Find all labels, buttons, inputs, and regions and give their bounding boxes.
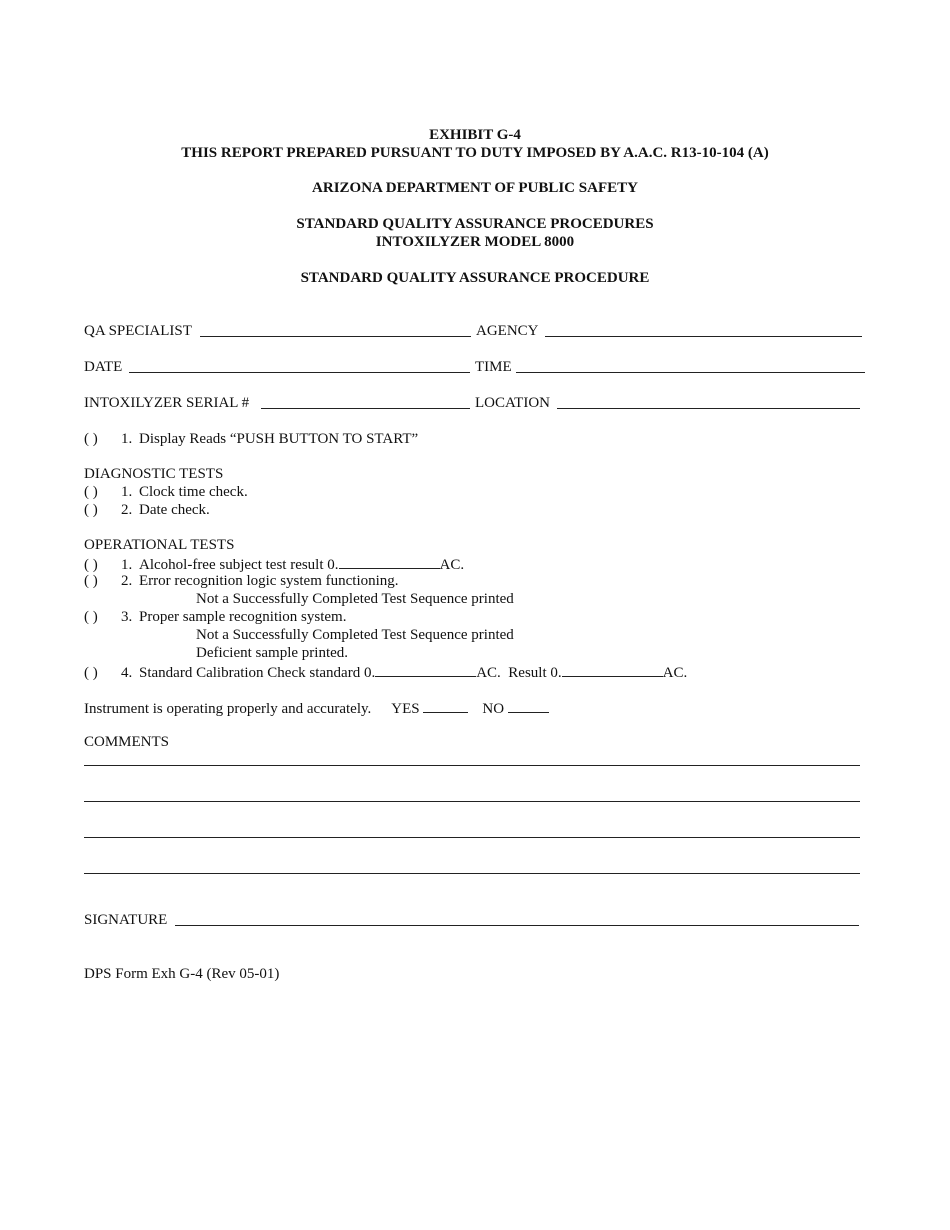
serial-label: INTOXILYZER SERIAL # <box>84 395 250 411</box>
item-text: Clock time check. <box>139 484 248 500</box>
location-field[interactable] <box>557 408 860 409</box>
item-text: Alcohol-free subject test result 0. <box>139 557 339 573</box>
item-number: 1. <box>121 557 133 573</box>
agency-label: AGENCY <box>476 323 539 339</box>
item-text: Error recognition logic system functioning. <box>139 573 399 589</box>
item-text: Standard Calibration Check standard 0. <box>139 665 376 681</box>
signature-field[interactable] <box>175 925 859 926</box>
item-text: Proper sample recognition system. <box>139 609 347 625</box>
qa-specialist-field[interactable] <box>200 336 471 337</box>
procedure-title: STANDARD QUALITY ASSURANCE PROCEDURE <box>300 270 650 286</box>
date-field[interactable] <box>129 372 470 373</box>
item-number: 3. <box>121 609 133 625</box>
alcohol-free-result-field[interactable] <box>339 554 440 569</box>
sub-item-text: Not a Successfully Completed Test Sequence printed <box>196 627 514 643</box>
form-number: DPS Form Exh G-4 (Rev 05-01) <box>84 966 280 982</box>
unit-suffix: AC. <box>439 557 465 573</box>
procedures-title: STANDARD QUALITY ASSURANCE PROCEDURES <box>296 216 654 232</box>
serial-field[interactable] <box>261 408 470 409</box>
result-label: AC. Result 0. <box>476 665 562 681</box>
no-field[interactable] <box>508 698 549 713</box>
item-text: Display Reads “PUSH BUTTON TO START” <box>139 431 419 447</box>
comments-line[interactable] <box>84 765 860 766</box>
operational-item <box>84 554 464 574</box>
item-number: 1. <box>121 484 133 500</box>
item-number: 4. <box>121 665 133 681</box>
comments-line[interactable] <box>84 873 860 874</box>
department-name: ARIZONA DEPARTMENT OF PUBLIC SAFETY <box>312 180 638 196</box>
operational-item <box>84 662 687 682</box>
model-title: INTOXILYZER MODEL 8000 <box>375 234 575 250</box>
diagnostic-title: DIAGNOSTIC TESTS <box>84 466 224 482</box>
no-label: NO <box>482 701 505 717</box>
diagnostic-item <box>84 483 248 501</box>
agency-field[interactable] <box>545 336 862 337</box>
sub-item-text: Deficient sample printed. <box>196 645 349 661</box>
signature-label: SIGNATURE <box>84 912 168 928</box>
comments-label: COMMENTS <box>84 734 170 750</box>
operational-item <box>84 572 399 590</box>
diagnostic-item <box>84 501 210 519</box>
checkbox[interactable]: ( ) <box>84 502 98 518</box>
item-number: 1. <box>121 431 133 447</box>
checkbox[interactable]: ( ) <box>84 484 98 500</box>
time-field[interactable] <box>516 372 865 373</box>
checkbox[interactable]: ( ) <box>84 573 98 589</box>
checkbox[interactable]: ( ) <box>84 609 98 625</box>
item-text: Date check. <box>139 502 210 518</box>
checkbox[interactable]: ( ) <box>84 665 98 681</box>
time-label: TIME <box>475 359 512 375</box>
location-label: LOCATION <box>475 395 550 411</box>
date-label: DATE <box>84 359 123 375</box>
item-number: 2. <box>121 502 133 518</box>
calibration-standard-field[interactable] <box>375 662 476 677</box>
comments-line[interactable] <box>84 801 860 802</box>
qa-specialist-label: QA SPECIALIST <box>84 323 192 339</box>
calibration-result-field[interactable] <box>562 662 663 677</box>
authority-line: THIS REPORT PREPARED PURSUANT TO DUTY IMPOSED BY A.A.C. R13-10-104 (A) <box>181 145 769 161</box>
yes-field[interactable] <box>423 698 468 713</box>
checkbox[interactable]: ( ) <box>84 431 98 447</box>
sub-item-text: Not a Successfully Completed Test Sequence printed <box>196 591 514 607</box>
operational-title: OPERATIONAL TESTS <box>84 537 235 553</box>
comments-line[interactable] <box>84 837 860 838</box>
display-check-item <box>84 430 418 448</box>
instrument-status-line <box>84 698 549 718</box>
instrument-status-text: Instrument is operating properly and accurately. <box>84 701 372 717</box>
exhibit-title: EXHIBIT G-4 <box>429 127 521 143</box>
item-number: 2. <box>121 573 133 589</box>
yes-label: YES <box>391 701 420 717</box>
operational-item <box>84 608 346 626</box>
checkbox[interactable]: ( ) <box>84 557 98 573</box>
unit-suffix: AC. <box>662 665 688 681</box>
